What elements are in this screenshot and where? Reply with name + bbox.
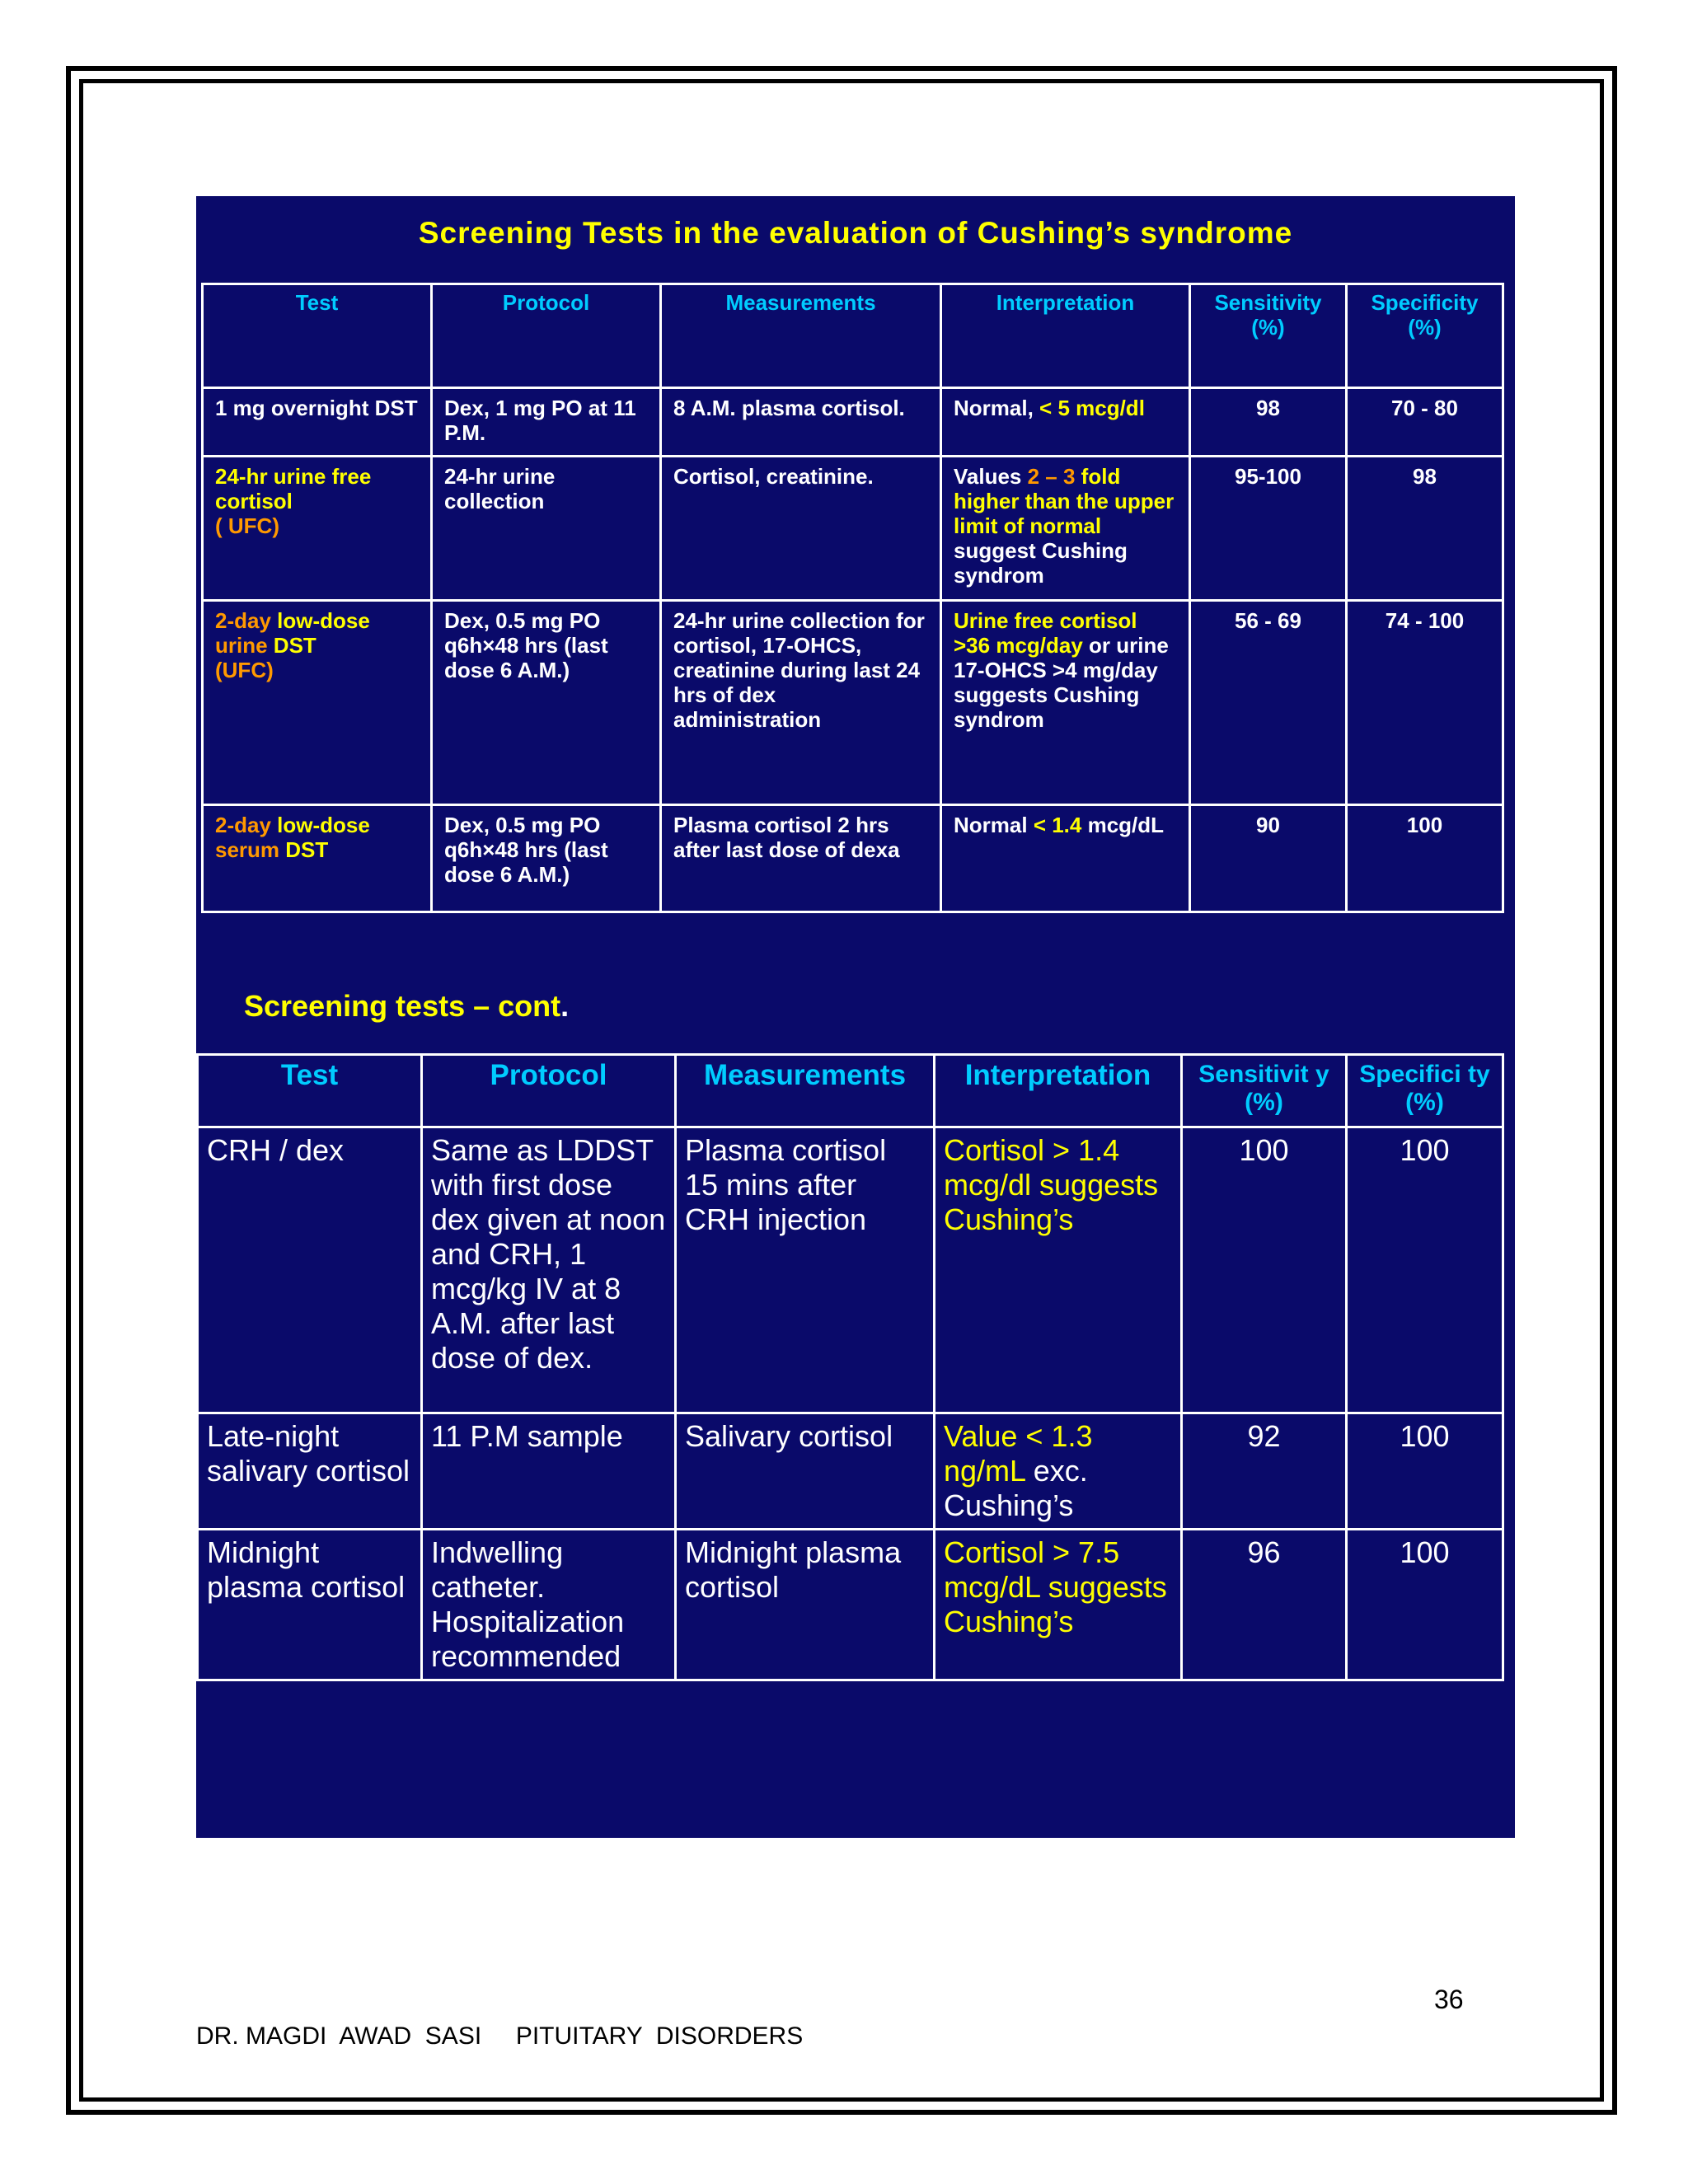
screening-cont-table (196, 1053, 1504, 1681)
interp-text: or urine 17-OHCS >4 mg/day suggests Cushing syndrom (954, 633, 1169, 732)
cell-sensitivity: 95-100 (1190, 457, 1347, 601)
cell-measurements: Plasma cortisol 2 hrs after last dose of dexa (661, 805, 941, 912)
interp-text: Cortisol > 7.5 mcg/dL suggests Cushing’s (944, 1535, 1167, 1638)
interp-highlight: < 1.4 (1033, 813, 1082, 837)
header-interpretation: Interpretation (935, 1055, 1182, 1127)
cell-test: Midnight plasma cortisol (198, 1530, 422, 1680)
cell-interpretation (941, 601, 1190, 805)
table-row (198, 1413, 1503, 1530)
test-part: DST (279, 837, 329, 862)
cell-interpretation (935, 1530, 1182, 1680)
test-part: low-dose (270, 813, 370, 837)
interp-text: suggest Cushing syndrom (954, 538, 1128, 588)
cell-measurements: 8 A.M. plasma cortisol. (661, 388, 941, 457)
test-part: serum (215, 837, 280, 862)
cell-specificity: 100 (1347, 1413, 1503, 1530)
interp-text: Values (954, 464, 1028, 489)
cell-protocol: Same as LDDST with first dose dex given at noon and CRH, 1 mcg/kg IV at 8 A.M. after last dose of dex. (422, 1127, 676, 1413)
table-header-row (198, 1055, 1503, 1127)
cell-sensitivity: 92 (1182, 1413, 1347, 1530)
cell-test (203, 805, 432, 912)
test-part: urine (215, 633, 268, 658)
slide-title: Screening Tests in the evaluation of Cushing’s syndrome (418, 216, 1293, 250)
cell-specificity: 70 - 80 (1347, 388, 1503, 457)
interp-highlight: Urine free cortisol >36 mcg/day (954, 608, 1137, 658)
cell-sensitivity: 100 (1182, 1127, 1347, 1413)
interp-highlight: < 5 mcg/dl (1039, 396, 1145, 420)
test-abbrev: ( UFC) (215, 513, 279, 538)
header-test: Test (203, 284, 432, 388)
cell-specificity: 100 (1347, 1127, 1503, 1413)
cont-title (244, 989, 569, 1024)
cell-test: CRH / dex (198, 1127, 422, 1413)
cell-sensitivity: 96 (1182, 1530, 1347, 1680)
page-number: 36 (1434, 1985, 1464, 2014)
header-sensitivity: Sensitivit y (%) (1182, 1055, 1347, 1127)
cell-specificity: 100 (1347, 805, 1503, 912)
screening-table (201, 283, 1504, 913)
cell-protocol: 11 P.M sample (422, 1413, 676, 1530)
cell-test: 1 mg overnight DST (203, 388, 432, 457)
cell-test: Late-night salivary cortisol (198, 1413, 422, 1530)
cell-measurements: 24-hr urine collection for cortisol, 17-OHCS, creatinine during last 24 hrs of dex administration (661, 601, 941, 805)
cell-test (203, 457, 432, 601)
interp-highlight: Value < 1.3 ng/mL (944, 1419, 1093, 1488)
cell-measurements: Salivary cortisol (676, 1413, 935, 1530)
cell-interpretation (941, 388, 1190, 457)
cell-specificity: 74 - 100 (1347, 601, 1503, 805)
test-part: DST (267, 633, 316, 658)
cell-specificity: 100 (1347, 1530, 1503, 1680)
test-part: 2-day (215, 608, 271, 633)
test-name: 24-hr urine free cortisol (215, 464, 372, 513)
header-protocol: Protocol (422, 1055, 676, 1127)
header-protocol: Protocol (432, 284, 661, 388)
test-part: low-dose (270, 608, 370, 633)
table-row (198, 1127, 1503, 1413)
cell-protocol: Dex, 0.5 mg PO q6h×48 hrs (last dose 6 A.M.) (432, 805, 661, 912)
interp-text: mcg/dL (1081, 813, 1165, 837)
interp-highlight: fold higher than the upper limit of normal (954, 464, 1175, 538)
interp-text: Normal (954, 813, 1034, 837)
cell-measurements: Cortisol, creatinine. (661, 457, 941, 601)
cont-title-text: Screening tests – cont (244, 989, 561, 1023)
header-sensitivity: Sensitivity (%) (1190, 284, 1347, 388)
header-test: Test (198, 1055, 422, 1127)
header-interpretation: Interpretation (941, 284, 1190, 388)
table-row (203, 805, 1503, 912)
cell-test (203, 601, 432, 805)
page-footer: DR. MAGDI AWAD SASI PITUITARY DISORDERS (196, 2022, 804, 2050)
interp-text: Cortisol > 1.4 mcg/dl suggests Cushing’s (944, 1133, 1159, 1236)
header-specificity: Specificity (%) (1347, 284, 1503, 388)
cell-protocol: Dex, 0.5 mg PO q6h×48 hrs (last dose 6 A.M.) (432, 601, 661, 805)
interp-text: exc. Cushing’s (944, 1454, 1088, 1522)
cell-sensitivity: 98 (1190, 388, 1347, 457)
cell-interpretation (941, 805, 1190, 912)
cell-protocol: Dex, 1 mg PO at 11 P.M. (432, 388, 661, 457)
header-measurements: Measurements (676, 1055, 935, 1127)
test-part: 2-day (215, 813, 271, 837)
cell-specificity: 98 (1347, 457, 1503, 601)
cont-title-dot: . (560, 989, 570, 1023)
header-measurements: Measurements (661, 284, 941, 388)
cell-interpretation (935, 1413, 1182, 1530)
cell-protocol: 24-hr urine collection (432, 457, 661, 601)
header-specificity: Specifici ty (%) (1347, 1055, 1503, 1127)
table-row (203, 388, 1503, 457)
cell-protocol: Indwelling catheter. Hospitalization recommended (422, 1530, 676, 1680)
interp-highlight: 2 – 3 (1027, 464, 1076, 489)
slide-panel (196, 196, 1515, 1838)
test-abbrev: (UFC) (215, 658, 274, 682)
table-header-row (203, 284, 1503, 388)
cell-sensitivity: 56 - 69 (1190, 601, 1347, 805)
cell-measurements: Midnight plasma cortisol (676, 1530, 935, 1680)
cell-sensitivity: 90 (1190, 805, 1347, 912)
table-row (203, 601, 1503, 805)
cell-interpretation (941, 457, 1190, 601)
table-row (198, 1530, 1503, 1680)
interp-text: Normal, (954, 396, 1040, 420)
cell-measurements: Plasma cortisol 15 mins after CRH injection (676, 1127, 935, 1413)
cell-interpretation (935, 1127, 1182, 1413)
table-row (203, 457, 1503, 601)
